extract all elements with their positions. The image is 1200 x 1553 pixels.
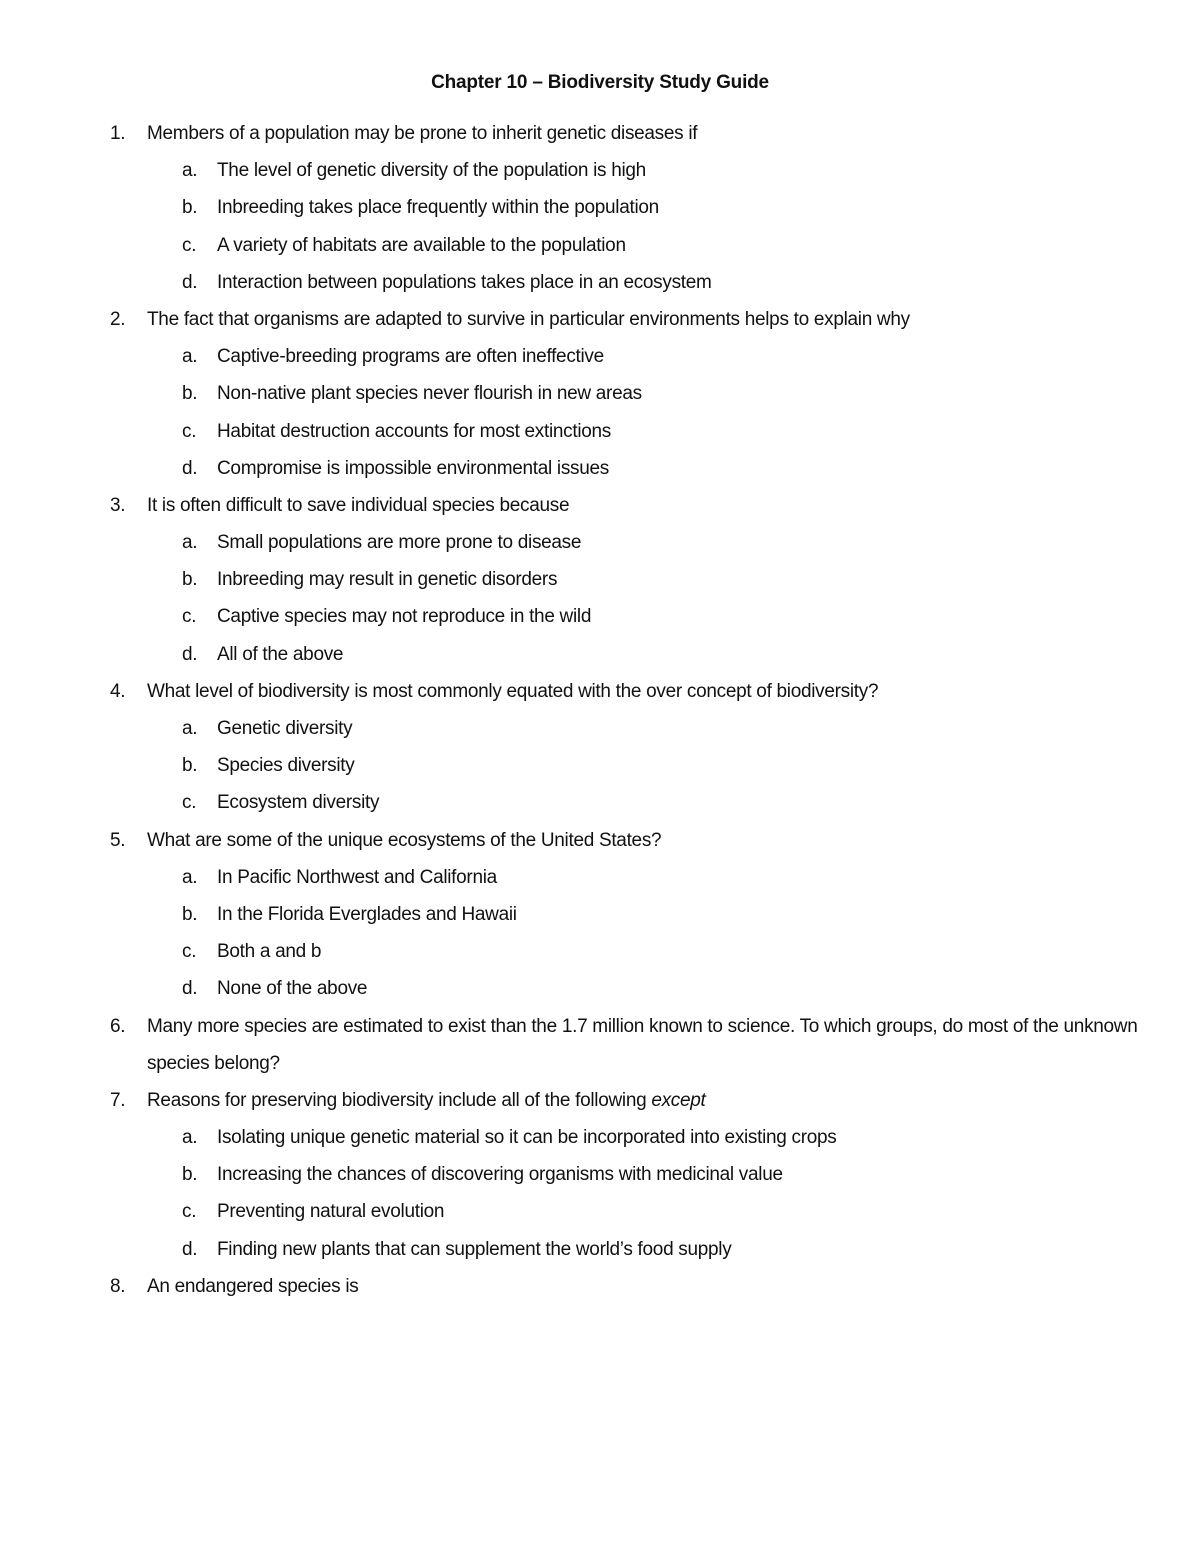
answer-option	[0, 264, 1200, 301]
answer-option	[0, 636, 1200, 673]
question-row	[0, 1082, 1200, 1119]
answer-option	[0, 413, 1200, 450]
answer-option	[0, 970, 1200, 1007]
question-number: 8.	[110, 1275, 126, 1297]
question-number: 5.	[110, 829, 126, 851]
option-letter: c.	[182, 941, 197, 963]
option-text: The level of genetic diversity of the population is high	[217, 160, 646, 182]
option-letter: c.	[182, 1201, 197, 1223]
question-row	[0, 487, 1200, 524]
option-text: In the Florida Everglades and Hawaii	[217, 903, 517, 925]
answer-option	[0, 747, 1200, 784]
option-letter: a.	[182, 160, 198, 182]
question-text-main: Members of a population may be prone to inherit genetic diseases if	[147, 123, 698, 144]
answer-option	[0, 524, 1200, 561]
question-row	[0, 1268, 1200, 1305]
answer-option	[0, 375, 1200, 412]
option-text: Both a and b	[217, 941, 322, 963]
option-letter: a.	[182, 532, 198, 554]
option-letter: a.	[182, 346, 198, 368]
option-text: Preventing natural evolution	[217, 1201, 445, 1223]
option-text: Genetic diversity	[217, 718, 353, 739]
answer-option	[0, 598, 1200, 635]
option-letter: d.	[182, 643, 198, 665]
option-letter: b.	[182, 1164, 198, 1186]
question-text	[147, 1082, 706, 1119]
option-text: In Pacific Northwest and California	[217, 866, 497, 888]
option-letter: a.	[182, 866, 198, 888]
question-continuation-row	[0, 1045, 1200, 1082]
question-text-main: Many more species are estimated to exist than the 1.7 million known to science. To which groups, do most of the unknown	[147, 1015, 1138, 1037]
answer-option	[0, 859, 1200, 896]
option-letter: b.	[182, 903, 198, 925]
question-text-continuation: species belong?	[147, 1052, 280, 1074]
question-text	[147, 1008, 1138, 1045]
option-text: Species diversity	[217, 755, 355, 777]
question-row	[0, 822, 1200, 859]
question-text-main: It is often difficult to save individual species because	[147, 494, 570, 516]
option-text: Inbreeding takes place frequently within the population	[217, 197, 659, 219]
option-text: Interaction between populations takes place in an ecosystem	[217, 271, 712, 293]
option-text: Captive species may not reproduce in the wild	[217, 606, 592, 628]
question-text	[147, 673, 878, 710]
answer-option	[0, 1119, 1200, 1156]
option-letter: c.	[182, 606, 197, 628]
option-letter: c.	[182, 420, 197, 442]
answer-option	[0, 450, 1200, 487]
option-text: All of the above	[217, 643, 344, 665]
question-number: 7.	[110, 1089, 126, 1111]
option-letter: d.	[182, 978, 198, 1000]
option-letter: c.	[182, 792, 197, 814]
question-text-main: What level of biodiversity is most commonly equated with the over concept of biodiversity?	[147, 680, 879, 702]
answer-option	[0, 189, 1200, 226]
question-text-main: Reasons for preserving biodiversity include all of the following	[147, 1089, 652, 1111]
option-letter: b.	[182, 197, 198, 219]
question-row	[0, 1008, 1200, 1045]
question-text-main: The fact that organisms are adapted to survive in particular environments helps to explain why	[147, 308, 910, 330]
answer-option	[0, 1231, 1200, 1268]
option-text: Isolating unique genetic material so it can be incorporated into existing crops	[217, 1127, 837, 1149]
question-row	[0, 673, 1200, 710]
option-text: Ecosystem diversity	[217, 792, 380, 814]
question-number: 6.	[110, 1015, 126, 1037]
answer-option	[0, 710, 1200, 747]
answer-option	[0, 896, 1200, 933]
question-number: 1.	[110, 123, 126, 144]
option-text: Increasing the chances of discovering organisms with medicinal value	[217, 1164, 783, 1186]
question-text-emphasis: except	[651, 1089, 706, 1111]
option-text: Non-native plant species never flourish in new areas	[217, 383, 642, 405]
option-letter: d.	[182, 1238, 198, 1260]
option-text: Inbreeding may result in genetic disorders	[217, 569, 558, 591]
question-number: 3.	[110, 494, 126, 516]
answer-option	[0, 1156, 1200, 1193]
answer-option	[0, 338, 1200, 375]
question-text	[147, 1268, 358, 1305]
option-text: Habitat destruction accounts for most extinctions	[217, 420, 611, 442]
option-letter: b.	[182, 569, 198, 591]
question-text	[147, 115, 697, 152]
question-text	[147, 822, 661, 859]
option-letter: d.	[182, 457, 198, 479]
answer-option	[0, 784, 1200, 821]
option-letter: d.	[182, 271, 198, 293]
answer-option	[0, 152, 1200, 189]
option-letter: b.	[182, 383, 198, 405]
option-letter: a.	[182, 1127, 198, 1149]
question-number: 4.	[110, 680, 126, 702]
question-text-main: An endangered species is	[147, 1275, 359, 1297]
question-number: 2.	[110, 308, 126, 330]
option-letter: c.	[182, 234, 197, 256]
document-title: Chapter 10 – Biodiversity Study Guide	[431, 72, 769, 93]
question-text	[147, 487, 569, 524]
option-text: Small populations are more prone to disease	[217, 532, 582, 554]
question-row	[0, 115, 1200, 152]
question-list	[0, 115, 1200, 1305]
question-text	[147, 301, 910, 338]
option-letter: b.	[182, 755, 198, 777]
answer-option	[0, 1193, 1200, 1230]
option-letter: a.	[182, 718, 198, 739]
option-text: Compromise is impossible environmental issues	[217, 457, 609, 479]
answer-option	[0, 227, 1200, 264]
question-text-main: What are some of the unique ecosystems of the United States?	[147, 829, 662, 851]
option-text: Finding new plants that can supplement the world’s food supply	[217, 1238, 732, 1260]
question-row	[0, 301, 1200, 338]
answer-option	[0, 933, 1200, 970]
option-text: None of the above	[217, 978, 368, 1000]
option-text: Captive-breeding programs are often ineffective	[217, 346, 604, 368]
option-text: A variety of habitats are available to the population	[217, 234, 626, 256]
answer-option	[0, 561, 1200, 598]
